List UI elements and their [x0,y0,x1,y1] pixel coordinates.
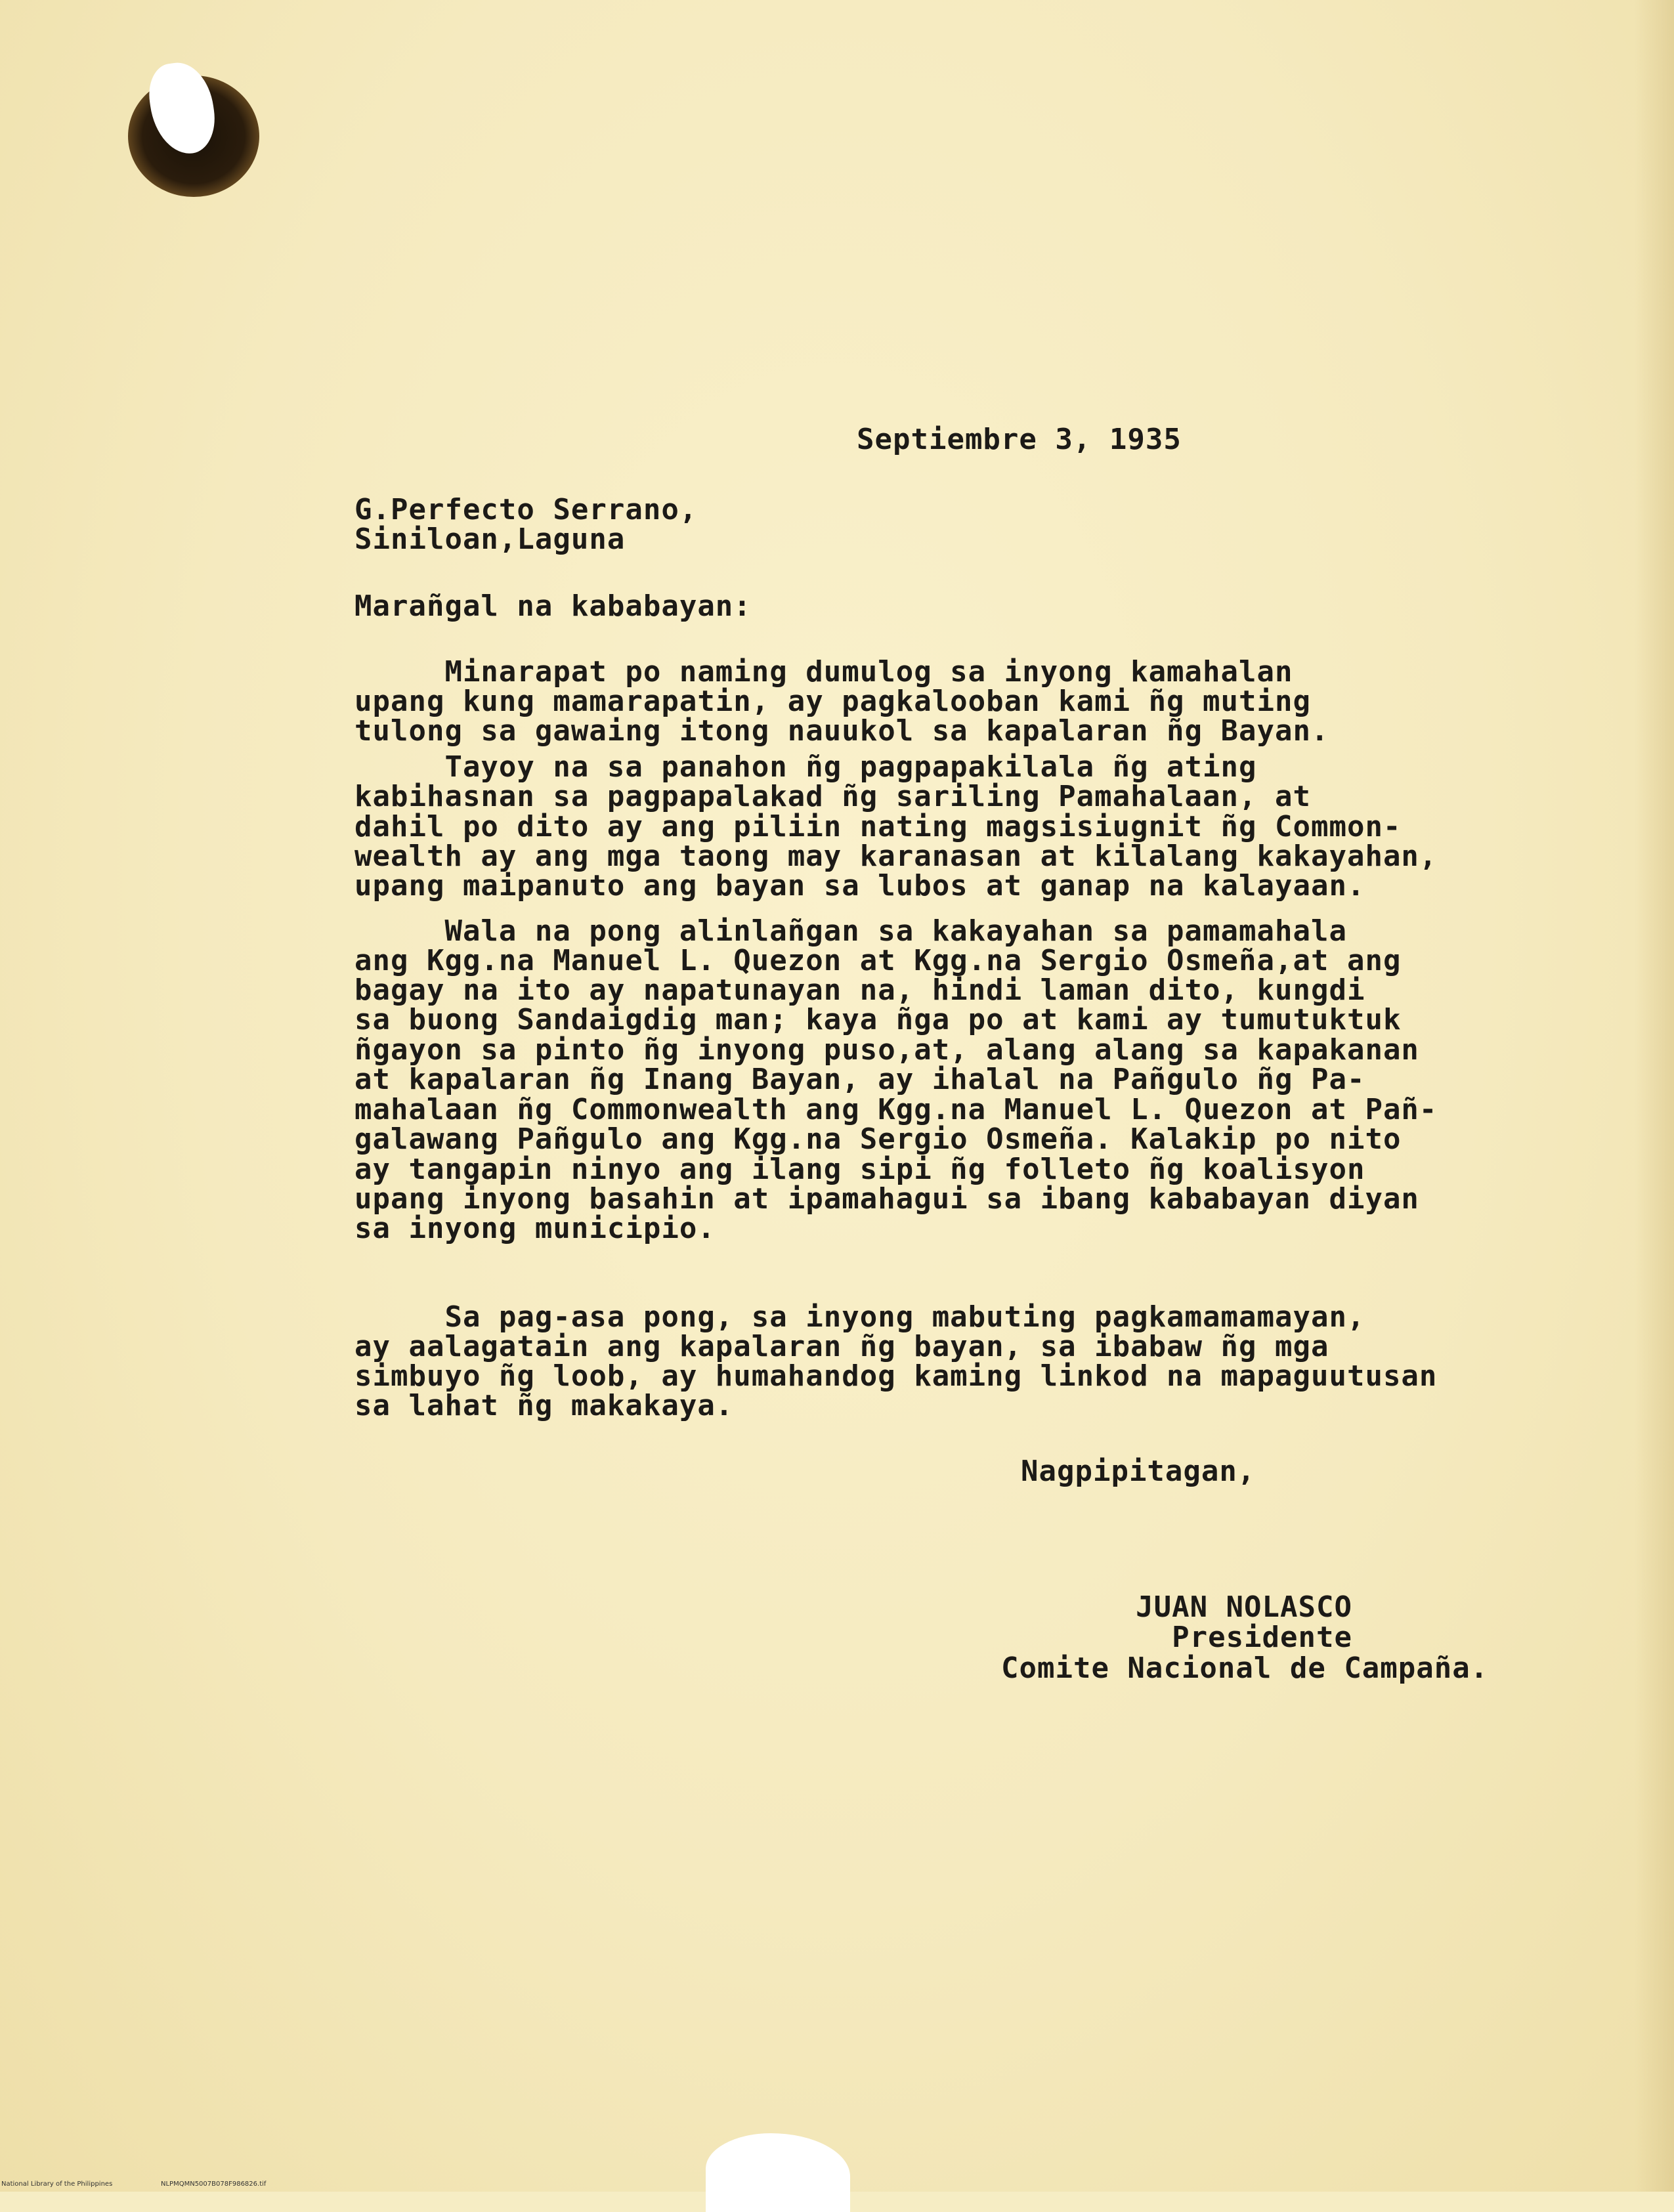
signatory-name: JUAN NOLASCO [1136,1590,1352,1624]
salutation: Marañgal na kababayan: [354,589,752,623]
closing-line: simbuyo ñg loob, ay humahandog kaming linkod na mapaguutusan [354,1359,1438,1393]
letter-date: Septiembre 3, 1935 [857,423,1182,456]
body-line: at kapalaran ñg Inang Bayan, ay ihalal na Pañgulo ñg Pa- [354,1063,1365,1096]
signatory-organization: Comite Nacional de Campaña. [1001,1651,1489,1685]
signatory-title: Presidente [1172,1621,1352,1654]
valediction: Nagpipitagan, [1021,1455,1256,1488]
body-line: wealth ay ang mga taong may karanasan at kilalang kakayahan, [354,840,1438,873]
body-line: upang maipanuto ang bayan sa lubos at ganap na kalayaan. [354,869,1365,903]
paper-edge-shadow [1635,0,1674,2192]
recipient-address: Siniloan,Laguna [354,522,626,556]
body-line: tulong sa gawaing itong nauukol sa kapalaran ñg Bayan. [354,714,1329,748]
body-line: upang inyong basahin at ipamahagui sa ibang kababayan diyan [354,1182,1419,1216]
body-line: upang kung mamarapatin, ay pagkalooban kami ñg muting [354,685,1311,718]
closing-line: Sa pag-asa pong, sa inyong mabuting pagkamamamayan, [354,1300,1365,1334]
archive-credit: National Library of the Philippines [1,2180,113,2188]
body-line: galawang Pañgulo ang Kgg.na Sergio Osmeña. Kalakip po nito [354,1122,1402,1156]
body-line: ay tangapin ninyo ang ilang sipi ñg folleto ñg koalisyon [354,1153,1365,1186]
body-line: bagay na ito ay napatunayan na, hindi laman dito, kungdi [354,973,1365,1007]
body-line: Tayoy na sa panahon ñg pagpapakilala ñg ating [354,750,1257,784]
body-line: sa buong Sandaigdig man; kaya ñga po at kami ay tumutuktuk [354,1003,1402,1036]
body-line: ñgayon sa pinto ñg inyong puso,at, alang alang sa kapakanan [354,1033,1419,1067]
body-line: dahil po dito ay ang piliin nating magsisiugnit ñg Common- [354,810,1402,843]
paper-tear [706,2133,850,2212]
body-line: Minarapat po naming dumulog sa inyong kamahalan [354,655,1293,689]
body-line: mahalaan ñg Commonwealth ang Kgg.na Manuel L. Quezon at Pañ- [354,1093,1438,1126]
closing-line: sa lahat ñg makakaya. [354,1389,734,1422]
closing-line: ay aalagatain ang kapalaran ñg bayan, sa ibabaw ñg mga [354,1330,1329,1363]
body-line: Wala na pong alinlañgan sa kakayahan sa pamamahala [354,914,1347,948]
file-reference: NLPMQMN5007B078F986826.tif [161,2180,267,2188]
body-line: sa inyong municipio. [354,1212,716,1245]
body-line: kabihasnan sa pagpapalakad ñg sariling Pamahalaan, at [354,780,1311,813]
recipient-name: G.Perfecto Serrano, [354,493,698,526]
body-line: ang Kgg.na Manuel L. Quezon at Kgg.na Sergio Osmeña,at ang [354,944,1402,977]
